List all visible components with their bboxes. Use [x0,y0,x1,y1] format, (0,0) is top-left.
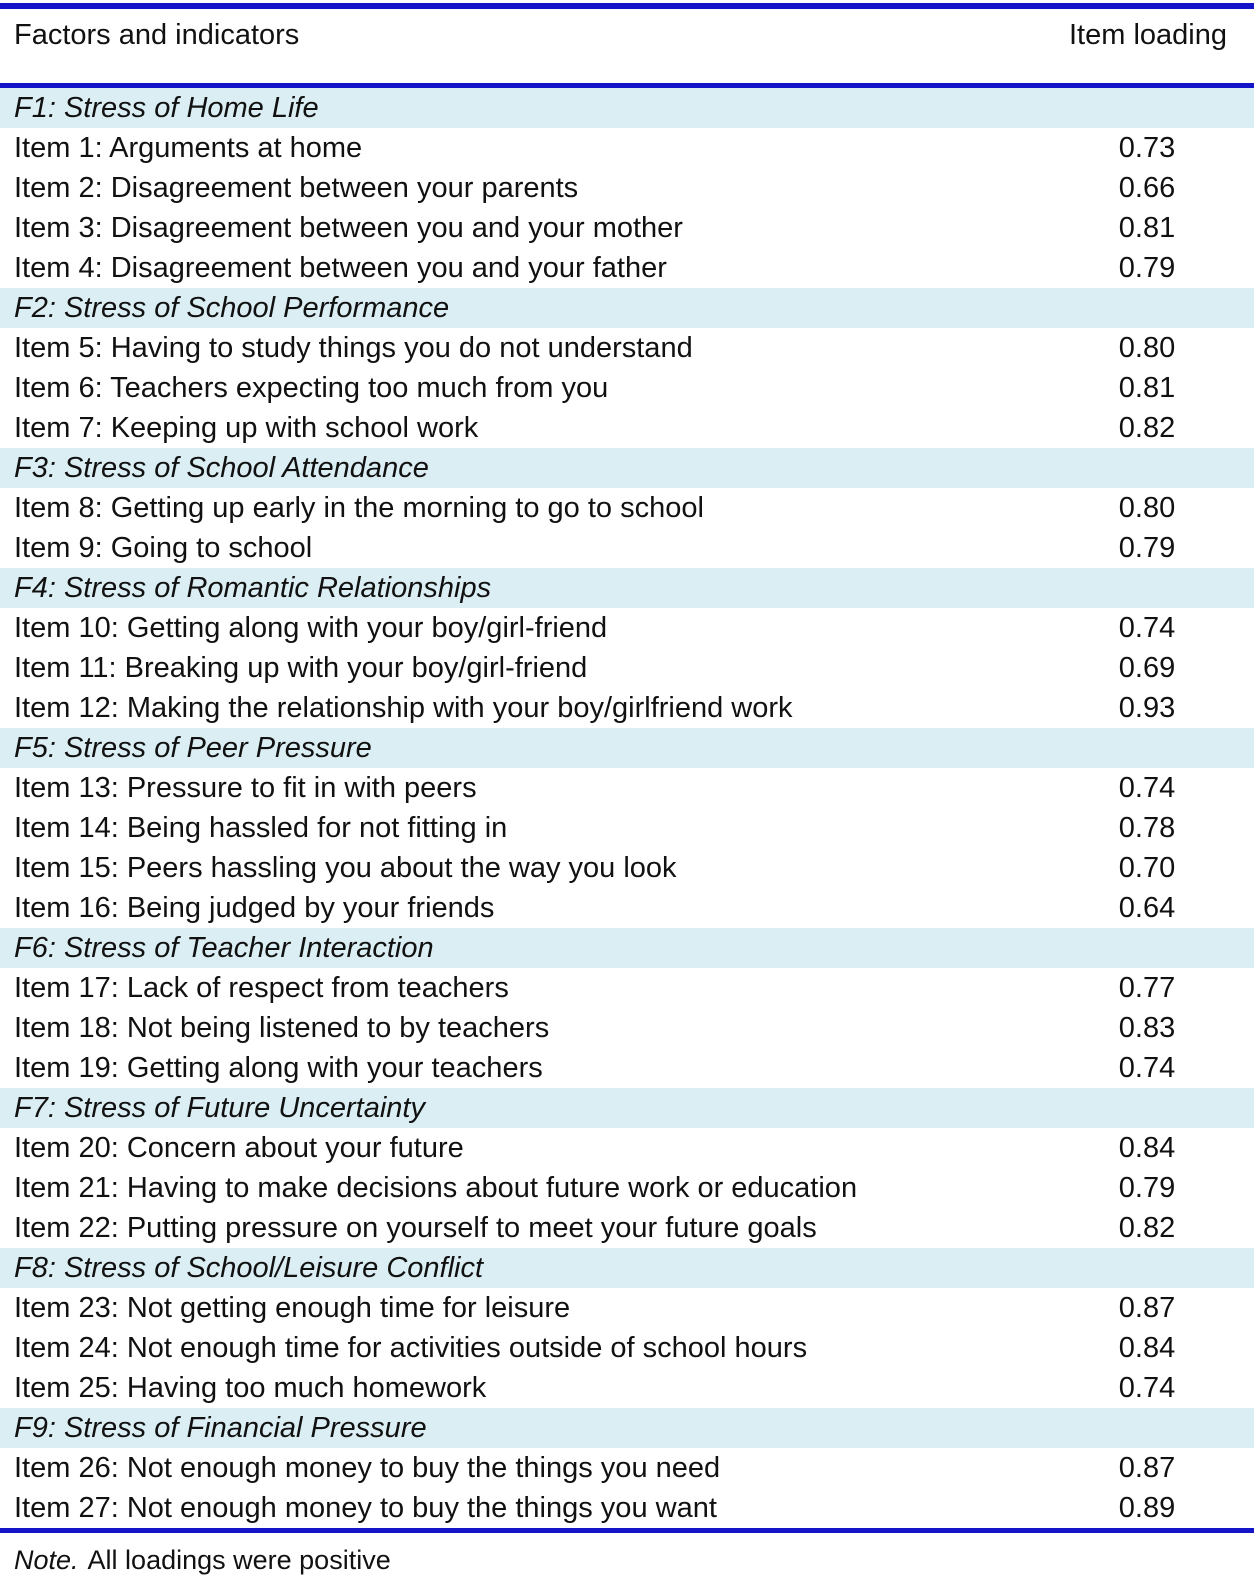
table-body [0,88,1254,1528]
item-loading-value: 0.74 [1118,611,1176,644]
item-loading-value: 0.82 [1118,1211,1176,1244]
item-label: Item 7: Keeping up with school work [14,411,479,444]
item-row [0,968,1254,1008]
column-header-factors: Factors and indicators [14,19,300,51]
factor-label: F8: Stress of School/Leisure Conflict [14,1251,484,1284]
factor-header-row [0,728,1254,768]
factor-header-row [0,288,1254,328]
item-loading-value: 0.82 [1118,411,1176,444]
factor-header-row [0,568,1254,608]
item-loading-value: 0.89 [1118,1491,1176,1524]
item-label: Item 2: Disagreement between your parents [14,171,579,204]
table-note [0,1533,1254,1576]
item-label: Item 12: Making the relationship with your boy/girlfriend work [14,691,793,724]
item-loading-value: 0.84 [1118,1331,1176,1364]
factor-label: F3: Stress of School Attendance [14,451,429,484]
factor-header-row [0,448,1254,488]
item-label: Item 9: Going to school [14,531,313,564]
item-label: Item 24: Not enough time for activities outside of school hours [14,1331,808,1364]
item-label: Item 13: Pressure to fit in with peers [14,771,477,804]
item-label: Item 10: Getting along with your boy/girl-friend [14,611,608,644]
item-row [0,1448,1254,1488]
item-loading-value: 0.64 [1118,891,1176,924]
item-row [0,608,1254,648]
item-row [0,208,1254,248]
item-loading-value: 0.79 [1118,531,1176,564]
item-row [0,368,1254,408]
item-row [0,768,1254,808]
item-label: Item 6: Teachers expecting too much from you [14,371,609,404]
item-loading-value: 0.74 [1118,771,1176,804]
factor-label: F9: Stress of Financial Pressure [14,1411,427,1444]
item-row [0,528,1254,568]
item-label: Item 18: Not being listened to by teachers [14,1011,550,1044]
item-row [0,1328,1254,1368]
item-row [0,648,1254,688]
item-label: Item 15: Peers hassling you about the way you look [14,851,677,884]
item-row [0,808,1254,848]
item-loading-value: 0.74 [1118,1051,1176,1084]
item-row [0,1168,1254,1208]
item-row [0,248,1254,288]
factor-header-row [0,88,1254,128]
item-row [0,128,1254,168]
item-label: Item 26: Not enough money to buy the things you need [14,1451,721,1484]
item-row [0,688,1254,728]
item-loading-value: 0.84 [1118,1131,1176,1164]
item-row [0,1048,1254,1088]
factor-label: F1: Stress of Home Life [14,91,319,124]
table-header-row [0,9,1254,83]
item-label: Item 21: Having to make decisions about future work or education [14,1171,858,1204]
note-prefix: Note. [14,1545,79,1575]
item-row [0,168,1254,208]
item-loading-value: 0.80 [1118,491,1176,524]
factor-label: F4: Stress of Romantic Relationships [14,571,492,604]
item-label: Item 22: Putting pressure on yourself to meet your future goals [14,1211,817,1244]
item-row [0,1128,1254,1168]
item-loading-value: 0.74 [1118,1371,1176,1404]
item-label: Item 11: Breaking up with your boy/girl-friend [14,651,588,684]
factor-label: F2: Stress of School Performance [14,291,450,324]
factor-header-row [0,1408,1254,1448]
item-label: Item 8: Getting up early in the morning to go to school [14,491,704,524]
item-row [0,1288,1254,1328]
item-label: Item 19: Getting along with your teachers [14,1051,543,1084]
item-label: Item 25: Having too much homework [14,1371,487,1404]
item-loading-value: 0.87 [1118,1291,1176,1324]
item-label: Item 3: Disagreement between you and your mother [14,211,683,244]
item-label: Item 23: Not getting enough time for leisure [14,1291,571,1324]
item-loading-value: 0.80 [1118,331,1176,364]
item-row [0,888,1254,928]
item-row [0,1368,1254,1408]
item-loading-value: 0.70 [1118,851,1176,884]
item-row [0,1008,1254,1048]
item-label: Item 5: Having to study things you do not understand [14,331,693,364]
item-loading-value: 0.77 [1118,971,1176,1004]
item-loading-value: 0.78 [1118,811,1176,844]
item-row [0,408,1254,448]
factor-header-row [0,1088,1254,1128]
item-loading-value: 0.79 [1118,251,1176,284]
item-row [0,1208,1254,1248]
item-loading-value: 0.83 [1118,1011,1176,1044]
item-row [0,848,1254,888]
item-label: Item 16: Being judged by your friends [14,891,495,924]
factor-header-row [0,1248,1254,1288]
item-label: Item 27: Not enough money to buy the things you want [14,1491,717,1524]
item-loading-value: 0.66 [1118,171,1176,204]
note-text: All loadings were positive [87,1545,391,1575]
item-row [0,1488,1254,1528]
factor-label: F7: Stress of Future Uncertainty [14,1091,425,1124]
item-row [0,488,1254,528]
item-loading-value: 0.79 [1118,1171,1176,1204]
item-label: Item 17: Lack of respect from teachers [14,971,509,1004]
factor-label: F6: Stress of Teacher Interaction [14,931,434,964]
item-loading-value: 0.81 [1118,371,1176,404]
item-loading-value: 0.73 [1118,131,1176,164]
item-loading-value: 0.69 [1118,651,1176,684]
item-label: Item 1: Arguments at home [14,131,363,164]
item-label: Item 20: Concern about your future [14,1131,464,1164]
item-row [0,328,1254,368]
item-loading-value: 0.87 [1118,1451,1176,1484]
item-loading-value: 0.81 [1118,211,1176,244]
item-loading-value: 0.93 [1118,691,1176,724]
item-label: Item 14: Being hassled for not fitting in [14,811,508,844]
factor-label: F5: Stress of Peer Pressure [14,731,372,764]
item-label: Item 4: Disagreement between you and your father [14,251,667,284]
factor-header-row [0,928,1254,968]
column-header-item-loading: Item loading [1069,19,1227,51]
